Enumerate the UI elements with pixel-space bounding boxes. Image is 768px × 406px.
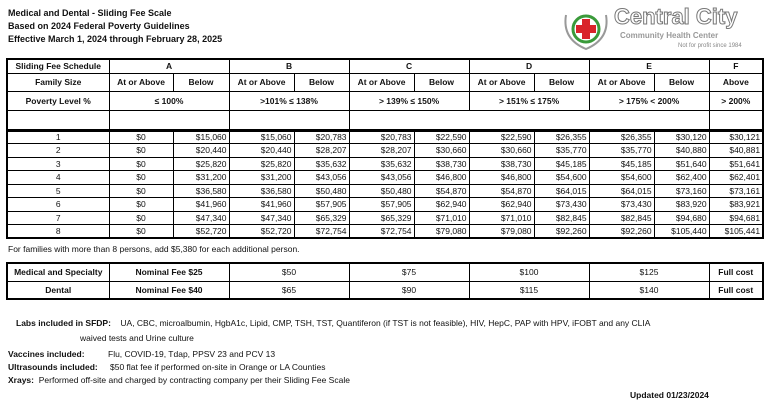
- income-cell: $38,730: [414, 157, 469, 171]
- income-cell: $0: [109, 211, 173, 225]
- fee-cell: $100: [469, 263, 589, 281]
- income-cell: $40,880: [654, 144, 709, 158]
- xrays-label: Xrays:: [8, 375, 34, 385]
- income-cell: $46,800: [469, 171, 534, 185]
- fee-cell: $115: [469, 281, 589, 299]
- income-cell: $64,015: [534, 184, 589, 198]
- income-cell: $45,185: [589, 157, 654, 171]
- col-a: A: [109, 59, 229, 73]
- income-cell: $25,820: [229, 157, 294, 171]
- income-cell: $92,260: [534, 225, 589, 239]
- income-cell: $72,754: [294, 225, 349, 239]
- hands-cross-icon: [560, 5, 612, 55]
- income-cell: $105,441: [709, 225, 763, 239]
- family-size-cell: 8: [7, 225, 109, 239]
- fee-row-label: Medical and Specialty: [7, 263, 109, 281]
- ultrasound-note: [8, 362, 325, 372]
- below: Below: [414, 73, 469, 91]
- blank-row: [7, 110, 763, 130]
- blank-cell: [109, 110, 229, 130]
- income-cell: $31,200: [173, 171, 229, 185]
- below: Below: [294, 73, 349, 91]
- table-row: [7, 144, 763, 158]
- blank-cell: [229, 110, 349, 130]
- income-cell: $54,600: [589, 171, 654, 185]
- income-cell: $0: [109, 171, 173, 185]
- poverty-a: ≤ 100%: [109, 91, 229, 110]
- income-cell: $62,940: [469, 198, 534, 212]
- income-cell: $52,720: [173, 225, 229, 239]
- income-cell: $22,590: [414, 130, 469, 144]
- income-cell: $46,800: [414, 171, 469, 185]
- income-cell: $35,770: [534, 144, 589, 158]
- below: Below: [173, 73, 229, 91]
- fee-cell: $50: [229, 263, 349, 281]
- fee-row-label: Dental: [7, 281, 109, 299]
- income-cell: $57,905: [294, 198, 349, 212]
- poverty-e: > 175% < 200%: [589, 91, 709, 110]
- income-cell: $94,681: [709, 211, 763, 225]
- income-cell: $62,401: [709, 171, 763, 185]
- fee-cell: Nominal Fee $25: [109, 263, 229, 281]
- poverty-b: >101% ≤ 138%: [229, 91, 349, 110]
- income-cell: $43,056: [349, 171, 414, 185]
- effective-dates: Effective March 1, 2024 through February 28, 2025: [8, 34, 223, 44]
- family-size-row: [7, 73, 763, 91]
- blank-cell: [709, 110, 763, 130]
- poverty-f: > 200%: [709, 91, 763, 110]
- at-or-above: At or Above: [589, 73, 654, 91]
- family-size-cell: 2: [7, 144, 109, 158]
- table-row: [7, 184, 763, 198]
- income-cell: $0: [109, 157, 173, 171]
- income-cell: $36,580: [229, 184, 294, 198]
- income-cell: $54,870: [414, 184, 469, 198]
- above: Above: [709, 73, 763, 91]
- income-cell: $30,121: [709, 130, 763, 144]
- income-cell: $73,430: [534, 198, 589, 212]
- fee-cell: Nominal Fee $40: [109, 281, 229, 299]
- col-d: D: [469, 59, 589, 73]
- income-cell: $20,783: [349, 130, 414, 144]
- income-cell: $83,921: [709, 198, 763, 212]
- sliding-fee-table: [6, 58, 764, 239]
- labs-text-cont: waived tests and Urine culture: [80, 333, 194, 343]
- poverty-label: Poverty Level %: [7, 91, 109, 110]
- fee-cell: Full cost: [709, 263, 763, 281]
- income-cell: $35,632: [294, 157, 349, 171]
- ultrasound-text: $50 flat fee if performed on-site in Orange or LA Counties: [110, 362, 326, 372]
- income-cell: $79,080: [414, 225, 469, 239]
- fee-cell: $125: [589, 263, 709, 281]
- fee-cell: $90: [349, 281, 469, 299]
- fee-cell: $140: [589, 281, 709, 299]
- income-cell: $73,161: [709, 184, 763, 198]
- income-cell: $51,640: [654, 157, 709, 171]
- fee-cell: $75: [349, 263, 469, 281]
- income-cell: $0: [109, 225, 173, 239]
- subtitle: Based on 2024 Federal Poverty Guidelines: [8, 21, 190, 31]
- poverty-c: > 139% ≤ 150%: [349, 91, 469, 110]
- income-cell: $73,160: [654, 184, 709, 198]
- income-cell: $45,185: [534, 157, 589, 171]
- income-cell: $20,440: [173, 144, 229, 158]
- income-cell: $26,355: [589, 130, 654, 144]
- income-cell: $31,200: [229, 171, 294, 185]
- ultrasound-label: Ultrasounds included:: [8, 362, 98, 372]
- logo-sub: Community Health Center: [620, 31, 719, 40]
- vaccines-note: [8, 349, 275, 359]
- col-f: F: [709, 59, 763, 73]
- income-cell: $35,632: [349, 157, 414, 171]
- income-cell: $41,960: [173, 198, 229, 212]
- income-cell: $72,754: [349, 225, 414, 239]
- income-cell: $47,340: [229, 211, 294, 225]
- at-or-above: At or Above: [349, 73, 414, 91]
- income-cell: $0: [109, 184, 173, 198]
- income-cell: $35,770: [589, 144, 654, 158]
- income-cell: $40,881: [709, 144, 763, 158]
- income-cell: $50,480: [349, 184, 414, 198]
- xrays-text: Performed off-site and charged by contracting company per their Sliding Fee Scale: [38, 375, 350, 385]
- income-cell: $50,480: [294, 184, 349, 198]
- fee-cell: $65: [229, 281, 349, 299]
- family-size-cell: 1: [7, 130, 109, 144]
- table-row: [7, 171, 763, 185]
- income-cell: $30,120: [654, 130, 709, 144]
- family-size-cell: 6: [7, 198, 109, 212]
- fee-table: [6, 262, 764, 300]
- fee-cell: Full cost: [709, 281, 763, 299]
- income-cell: $54,870: [469, 184, 534, 198]
- table-row: [7, 225, 763, 239]
- income-cell: $25,820: [173, 157, 229, 171]
- document-header: [8, 7, 222, 46]
- income-cell: $41,960: [229, 198, 294, 212]
- fee-row: [7, 281, 763, 299]
- income-cell: $65,329: [294, 211, 349, 225]
- family-size-cell: 4: [7, 171, 109, 185]
- at-or-above: At or Above: [229, 73, 294, 91]
- income-cell: $20,783: [294, 130, 349, 144]
- income-cell: $28,207: [349, 144, 414, 158]
- income-cell: $0: [109, 198, 173, 212]
- labs-label: Labs included in SFDP:: [16, 318, 111, 328]
- income-cell: $64,015: [589, 184, 654, 198]
- poverty-level-row: [7, 91, 763, 110]
- income-cell: $105,440: [654, 225, 709, 239]
- table-row: [7, 211, 763, 225]
- column-letter-row: [7, 59, 763, 73]
- income-cell: $73,430: [589, 198, 654, 212]
- footnote: For families with more than 8 persons, add $5,380 for each additional person.: [8, 244, 300, 254]
- at-or-above: At or Above: [469, 73, 534, 91]
- income-cell: $82,845: [534, 211, 589, 225]
- table-row: [7, 130, 763, 144]
- income-cell: $79,080: [469, 225, 534, 239]
- income-cell: $20,440: [229, 144, 294, 158]
- income-cell: $36,580: [173, 184, 229, 198]
- schedule-label: Sliding Fee Schedule: [7, 59, 109, 73]
- family-size-cell: 5: [7, 184, 109, 198]
- labs-note: [16, 318, 650, 328]
- vaccines-text: Flu, COVID-19, Tdap, PPSV 23 and PCV 13: [108, 349, 276, 359]
- income-cell: $47,340: [173, 211, 229, 225]
- updated-date: Updated 01/23/2024: [630, 390, 709, 400]
- family-size-cell: 7: [7, 211, 109, 225]
- income-cell: $26,355: [534, 130, 589, 144]
- income-cell: $15,060: [173, 130, 229, 144]
- family-size-label: Family Size: [7, 73, 109, 91]
- blank-cell: [7, 110, 109, 130]
- income-cell: $0: [109, 144, 173, 158]
- col-b: B: [229, 59, 349, 73]
- blank-cell: [349, 110, 709, 130]
- below: Below: [534, 73, 589, 91]
- at-or-above: At or Above: [109, 73, 173, 91]
- family-size-cell: 3: [7, 157, 109, 171]
- below: Below: [654, 73, 709, 91]
- income-cell: $22,590: [469, 130, 534, 144]
- vaccines-label: Vaccines included:: [8, 349, 85, 359]
- income-cell: $30,660: [469, 144, 534, 158]
- income-cell: $62,400: [654, 171, 709, 185]
- poverty-d: > 151% ≤ 175%: [469, 91, 589, 110]
- income-cell: $30,660: [414, 144, 469, 158]
- income-cell: $54,600: [534, 171, 589, 185]
- table-row: [7, 198, 763, 212]
- fee-row: [7, 263, 763, 281]
- income-cell: $0: [109, 130, 173, 144]
- labs-text: UA, CBC, microalbumin, HgbA1c, Lipid, CMP, TSH, TST, Quantiferon (if TST is not feasible), HIV, HepC, PAP with HPV, iFOBT and any CLIA: [120, 318, 651, 328]
- logo: [560, 5, 765, 57]
- income-cell: $28,207: [294, 144, 349, 158]
- income-cell: $52,720: [229, 225, 294, 239]
- logo-tagline: Not for profit since 1984: [678, 43, 742, 49]
- income-cell: $71,010: [469, 211, 534, 225]
- income-cell: $43,056: [294, 171, 349, 185]
- col-c: C: [349, 59, 469, 73]
- income-cell: $94,680: [654, 211, 709, 225]
- income-cell: $82,845: [589, 211, 654, 225]
- table-row: [7, 157, 763, 171]
- income-cell: $57,905: [349, 198, 414, 212]
- income-cell: $51,641: [709, 157, 763, 171]
- title: Medical and Dental - Sliding Fee Scale: [8, 8, 172, 18]
- income-cell: $65,329: [349, 211, 414, 225]
- income-cell: $15,060: [229, 130, 294, 144]
- income-cell: $71,010: [414, 211, 469, 225]
- income-cell: $38,730: [469, 157, 534, 171]
- col-e: E: [589, 59, 709, 73]
- income-cell: $62,940: [414, 198, 469, 212]
- xrays-note: [8, 375, 350, 385]
- income-cell: $92,260: [589, 225, 654, 239]
- logo-name: Central City: [614, 4, 738, 29]
- income-cell: $83,920: [654, 198, 709, 212]
